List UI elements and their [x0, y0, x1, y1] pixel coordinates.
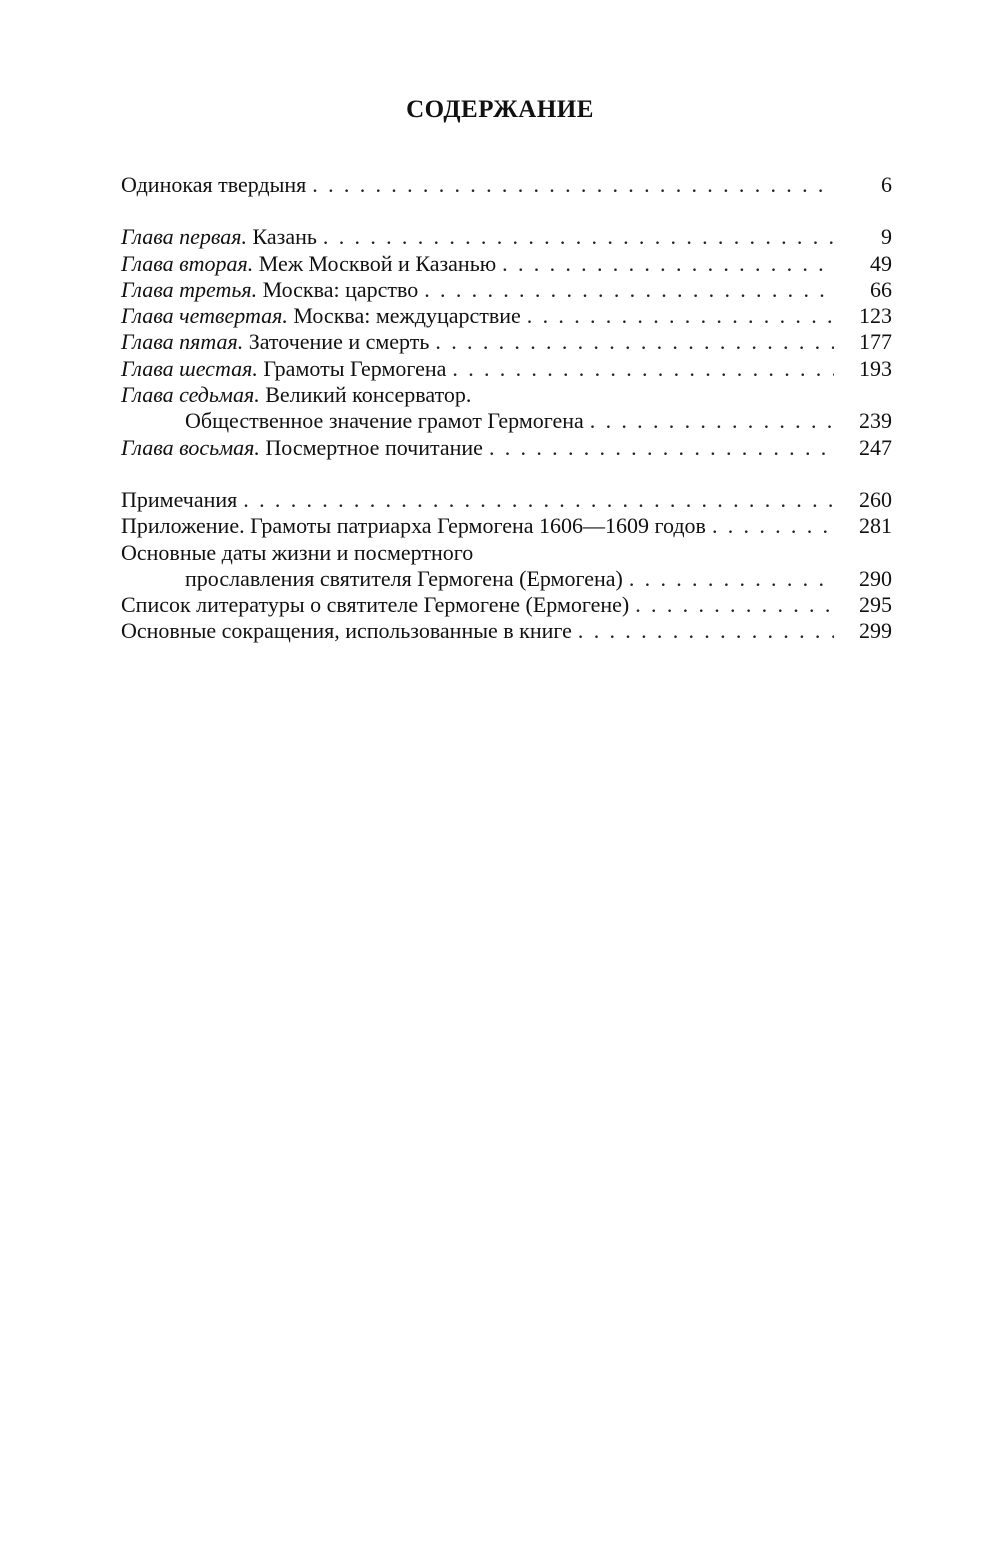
toc-entry-chapter-2[interactable] — [121, 251, 892, 277]
toc-entry-chapter-5[interactable] — [121, 329, 892, 355]
dot-leader — [578, 618, 834, 644]
toc-page-number: 123 — [859, 303, 892, 329]
toc-entry-title: Основные сокращения, использованные в книге — [121, 618, 572, 644]
toc-entry-title-continued: прославления святителя Гермогена (Ермогена) — [185, 565, 623, 591]
toc-page-number: 239 — [859, 408, 892, 434]
toc-entry-bibliography[interactable] — [121, 592, 892, 618]
toc-entry-title-continued: Общественное значение грамот Гермогена — [185, 408, 584, 434]
dot-leader — [452, 356, 834, 382]
toc-page-number: 49 — [870, 250, 892, 276]
toc-entry-title: Москва: царство — [262, 276, 419, 302]
toc-entry-title: Основные даты жизни и посмертного — [121, 539, 474, 565]
toc-page-number: 66 — [870, 276, 892, 302]
toc-entry-notes[interactable] — [121, 487, 892, 513]
toc-page-number: 247 — [859, 434, 892, 460]
dot-leader — [489, 435, 834, 461]
dot-leader — [435, 329, 834, 355]
toc-entry-chapter-6[interactable] — [121, 356, 892, 382]
toc-page-number: 260 — [859, 486, 892, 512]
dot-leader — [424, 277, 834, 303]
toc-group-appendices — [121, 487, 892, 645]
toc-entry-chapter-8[interactable] — [121, 435, 892, 461]
toc-page-number: 295 — [859, 592, 892, 618]
dot-leader — [312, 172, 834, 198]
dot-leader — [590, 408, 834, 434]
toc-entry-appendix[interactable] — [121, 513, 892, 539]
dot-leader — [502, 251, 834, 277]
page-title: СОДЕРЖАНИЕ — [406, 96, 594, 123]
toc-entry-chronology-continued[interactable] — [121, 566, 892, 592]
toc-page-number: 9 — [881, 224, 892, 250]
chapter-label: Глава пятая. — [121, 329, 244, 355]
toc-entry-title: Грамоты Гермогена — [263, 355, 447, 381]
toc-entry-chapter-3[interactable] — [121, 277, 892, 303]
toc-page-number: 177 — [859, 329, 892, 355]
toc-group-chapters — [121, 224, 892, 461]
toc-entry-abbreviations[interactable] — [121, 618, 892, 644]
toc-entry-title: Казань — [252, 224, 317, 250]
toc-page-number: 290 — [859, 565, 892, 591]
dot-leader — [629, 566, 834, 592]
toc-entry-title: Великий консерватор. — [265, 382, 472, 408]
toc-entry-title: Меж Москвой и Казанью — [258, 250, 497, 276]
dot-leader — [243, 487, 834, 513]
dot-leader — [712, 513, 834, 539]
toc-entry-title: Список литературы о святителе Гермогене (Ермогене) — [121, 592, 630, 618]
toc-entry-title: Москва: междуцарствие — [293, 303, 521, 329]
dot-leader — [527, 303, 834, 329]
chapter-label: Глава первая. — [121, 224, 247, 250]
toc-entry-title: Примечания — [121, 486, 238, 512]
toc-entry-title: Одинокая твердыня — [121, 172, 307, 197]
toc-entry-chapter-4[interactable] — [121, 303, 892, 329]
table-of-contents — [121, 172, 892, 645]
toc-page-number: 281 — [859, 513, 892, 539]
chapter-label: Глава третья. — [121, 276, 258, 302]
chapter-label: Глава восьмая. — [121, 434, 260, 460]
chapter-label: Глава шестая. — [121, 355, 258, 381]
toc-page-number: 193 — [859, 355, 892, 381]
chapter-label: Глава вторая. — [121, 250, 254, 276]
toc-entry-intro[interactable] — [121, 172, 892, 198]
chapter-label: Глава четвертая. — [121, 303, 288, 329]
toc-entry-title: Заточение и смерть — [248, 329, 430, 355]
dot-leader — [635, 592, 834, 618]
toc-group-intro — [121, 172, 892, 198]
toc-entry-title: Посмертное почитание — [265, 434, 483, 460]
toc-page-number: 299 — [859, 618, 892, 644]
toc-entry-chapter-7-continued[interactable] — [121, 408, 892, 434]
toc-entry-chronology[interactable] — [121, 540, 892, 566]
toc-entry-chapter-7[interactable] — [121, 382, 892, 408]
toc-entry-title: Приложение. Грамоты патриарха Гермогена 1606—1609 годов — [121, 513, 706, 539]
toc-entry-chapter-1[interactable] — [121, 224, 892, 250]
chapter-label: Глава седьмая. — [121, 382, 260, 408]
dot-leader — [323, 224, 834, 250]
toc-page-number: 6 — [881, 172, 892, 197]
